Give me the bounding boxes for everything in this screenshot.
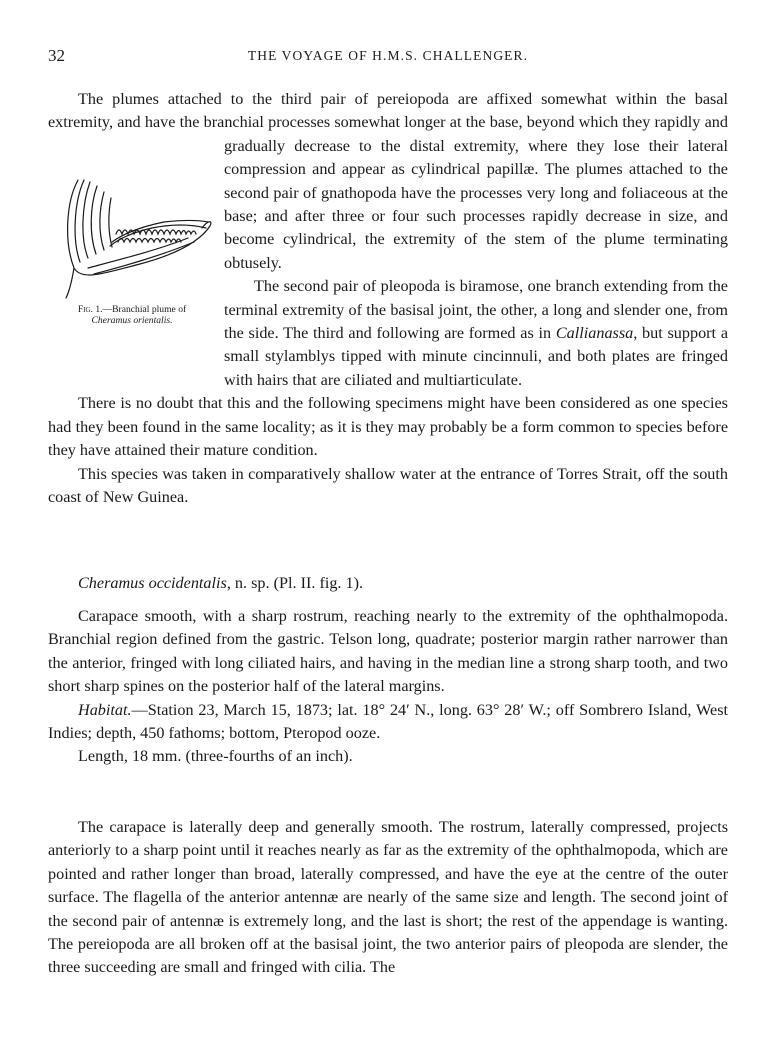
paragraph-no-doubt: There is no doubt that this and the following specimens might have been considered as one species had they been found in the same locality; as it is they may probably be a form common to species before they have attained their mature condition. xyxy=(48,394,728,460)
body-text-2 xyxy=(48,816,728,980)
species-description xyxy=(48,605,728,769)
page-number: 32 xyxy=(48,46,65,65)
paragraph-locality: This species was taken in comparatively shallow water at the entrance of Torres Strait, off the south coast of New Guinea. xyxy=(48,464,728,506)
paragraph-carapace-diagnosis: Carapace smooth, with a sharp rostrum, reaching nearly to the extremity of the ophthalmopoda. Branchial region defined from the gastric. Telson long, quadrate; posterior margin rather narrower than the anterior, fringed with long ciliated hairs, and having in the median line a strong sharp tooth, and two short sharp spines on the posterior half of the lateral margins. xyxy=(48,607,728,696)
paragraph-plumes: The plumes attached to the third pair of pereiopoda are affixed somewhat within the basal extremity, and have the branchial processes somewhat longer at the base, beyond which they rapidly and gradually decrease to the distal extremity, where they lose their lateral compression and appear as cylindrical papillæ. The plumes attached to the second pair of gnathopoda have the processes very long and foliaceous at the base; and after three or four such processes rapidly decrease in size, and become cylindrical, the extremity of the stem of the plume terminating obtusely. xyxy=(48,90,728,272)
habitat-label: Habitat. xyxy=(78,700,132,719)
paragraph-carapace-detail: The carapace is laterally deep and generally smooth. The rostrum, laterally compressed, projects anteriorly to a sharp point until it reaches nearly as far as the extremity of the ophthalmopoda, which are pointed and rather longer than broad, laterally compressed, and have the eye at the centre of the outer surface. The flagella of the anterior antennæ are nearly of the same size and length. The second joint of the second pair of antennæ is extremely long, and the last is short; the rest of the appendage is wanting. The pereiopoda are all broken off at the basisal joint, the two anterior pairs of pleopoda are slender, the three succeeding are small and fringed with cilia. The xyxy=(48,818,728,977)
paragraph-habitat xyxy=(48,699,728,746)
habitat-text: —Station 23, March 15, 1873; lat. 18° 24′ N., long. 63° 28′ W.; off Sombrero Island, West Indies; depth, 450 fathoms; bottom, Pteropod ooze. xyxy=(48,700,728,743)
paragraph-length: Length, 18 mm. (three-fourths of an inch). xyxy=(78,747,353,766)
genus-callianassa: Callianassa xyxy=(555,324,634,343)
paragraph-pleopoda-a: The second pair of pleopoda is biramose, one branch extending from the terminal extremity of the basisal joint, the other, a long and slender one, from the side. The third and following are formed as in xyxy=(224,277,728,343)
figure-caption-species: Cheramus orientalis. xyxy=(91,315,173,326)
figure-caption-title: —Branchial plume of xyxy=(102,304,187,315)
running-title: THE VOYAGE OF H.M.S. CHALLENGER. xyxy=(247,48,529,63)
species-name: Cheramus occidentalis xyxy=(78,574,227,592)
species-heading xyxy=(48,572,728,595)
body-text-1 xyxy=(48,88,728,509)
figure-caption-label: Fig. 1. xyxy=(77,304,103,315)
species-suffix: , n. sp. (Pl. II. fig. 1). xyxy=(226,574,364,592)
paragraph-pleopoda-b: , but support a small stylamblys tipped with minute cincinnuli, and both plates are fringed with hairs that are ciliated and multiarticulate. xyxy=(224,324,728,389)
running-header xyxy=(0,46,776,70)
